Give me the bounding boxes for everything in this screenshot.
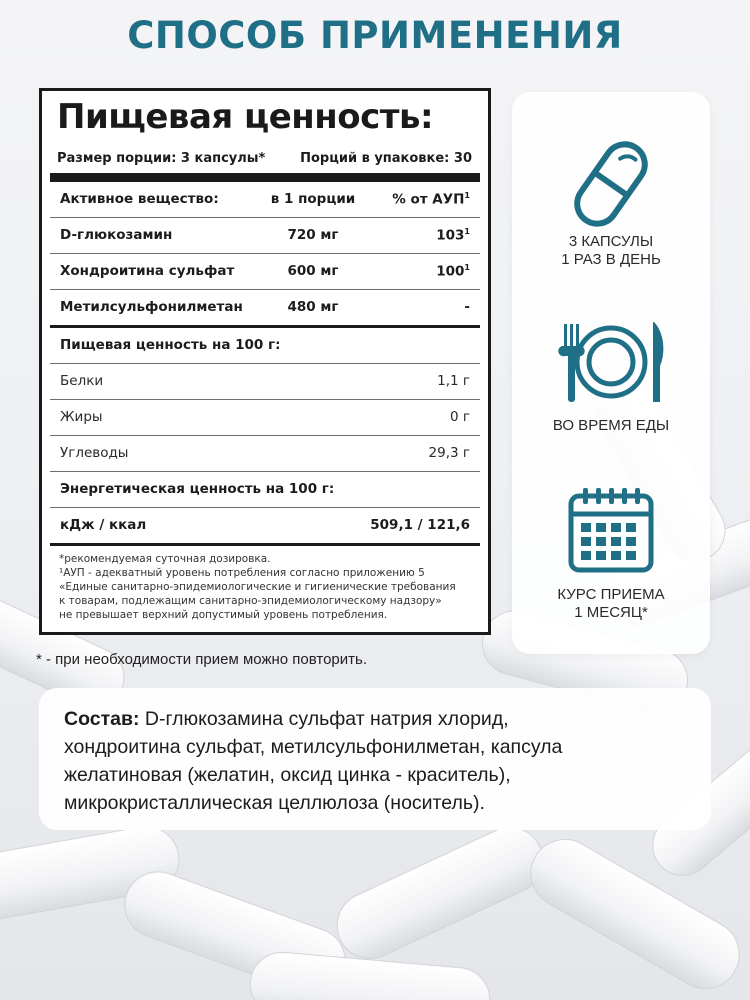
nutrient-name: Жиры	[60, 409, 103, 425]
table-header-row	[50, 182, 480, 218]
composition-text: Состав: D-глюкозамина сульфат натрия хлорид, хондроитина сульфат, метилсульфонилметан, капсула желатиновая (желатин, оксид цинка - краситель), микрокристаллическая целлюлоза (носитель).	[64, 708, 563, 814]
servings-per-pack: Порций в упаковке: 30	[300, 151, 472, 166]
capsule-icon	[571, 134, 651, 234]
nutrient-name: Белки	[60, 373, 104, 389]
calendar-icon	[566, 486, 656, 574]
composition-panel	[39, 688, 711, 830]
footnote-line: *рекомендуемая суточная дозировка.	[59, 553, 271, 565]
footnote-line: ¹АУП - адекватный уровень потребления согласно приложению 5	[59, 567, 425, 579]
page-title: СПОСОБ ПРИМЕНЕНИЯ	[127, 14, 623, 57]
serving-size: Размер порции: 3 капсулы*	[57, 151, 266, 166]
nutrient-value: 1,1 г	[437, 373, 470, 389]
table-row	[50, 364, 480, 400]
energy-unit: кДж / ккал	[60, 517, 147, 533]
usage-text-timing: ВО ВРЕМЯ ЕДЫ	[552, 417, 670, 434]
ingredient-percent: -	[464, 299, 470, 315]
footnote-line: не превышает верхний допустимый уровень потребления.	[59, 609, 388, 621]
usage-text-dosage: 3 КАПСУЛЫ 1 РАЗ В ДЕНЬ	[561, 233, 661, 268]
ingredient-name: Хондроитина сульфат	[60, 263, 235, 279]
table-row	[50, 400, 480, 436]
ingredient-amount: 480 мг	[287, 299, 339, 315]
ingredient-percent: $100^1$	[436, 263, 470, 280]
composition-label: Состав:	[64, 708, 140, 730]
ingredient-amount: 600 мг	[287, 263, 339, 279]
thick-divider	[50, 173, 480, 182]
energy-heading: Энергетическая ценность на 100 г:	[60, 481, 335, 497]
table-row	[50, 508, 480, 546]
nutrition-facts-panel	[39, 88, 491, 635]
table-row	[50, 218, 480, 254]
energy-value: 509,1 / 121,6	[370, 517, 470, 533]
table-row	[50, 290, 480, 328]
ingredient-percent: $103^1$	[436, 227, 470, 244]
usage-text-course: КУРС ПРИЕМА 1 МЕСЯЦ*	[557, 586, 665, 621]
nutrition-title: Пищевая ценность:	[57, 97, 434, 137]
per100-heading: Пищевая ценность на 100 г:	[60, 337, 281, 353]
column-header-percent: % от АУП$^1$	[392, 191, 470, 208]
ingredient-name: D-глюкозамин	[60, 227, 173, 243]
ingredient-amount: 720 мг	[287, 227, 339, 243]
nutrient-value: 0 г	[450, 409, 470, 425]
footnote-line: к товарам, подлежащим санитарно-эпидемиологическому надзору»	[59, 595, 442, 607]
table-row	[50, 436, 480, 472]
column-header-per-serving: в 1 порции	[270, 191, 356, 207]
table-row	[50, 254, 480, 290]
ingredient-name: Метилсульфонилметан	[60, 299, 243, 315]
repeat-note: * - при необходимости прием можно повторить.	[36, 651, 367, 668]
label-footnotes	[59, 552, 479, 622]
footnote-line: «Единые санитарно-эпидемиологические и гигиенические требования	[59, 581, 456, 593]
plate-cutlery-icon	[546, 318, 676, 406]
energy-heading-row	[50, 472, 480, 508]
column-header-substance: Активное вещество:	[60, 191, 219, 207]
usage-panel	[512, 92, 710, 654]
per100-heading-row	[50, 328, 480, 364]
nutrient-name: Углеводы	[60, 445, 129, 461]
nutrient-value: 29,3 г	[428, 445, 470, 461]
